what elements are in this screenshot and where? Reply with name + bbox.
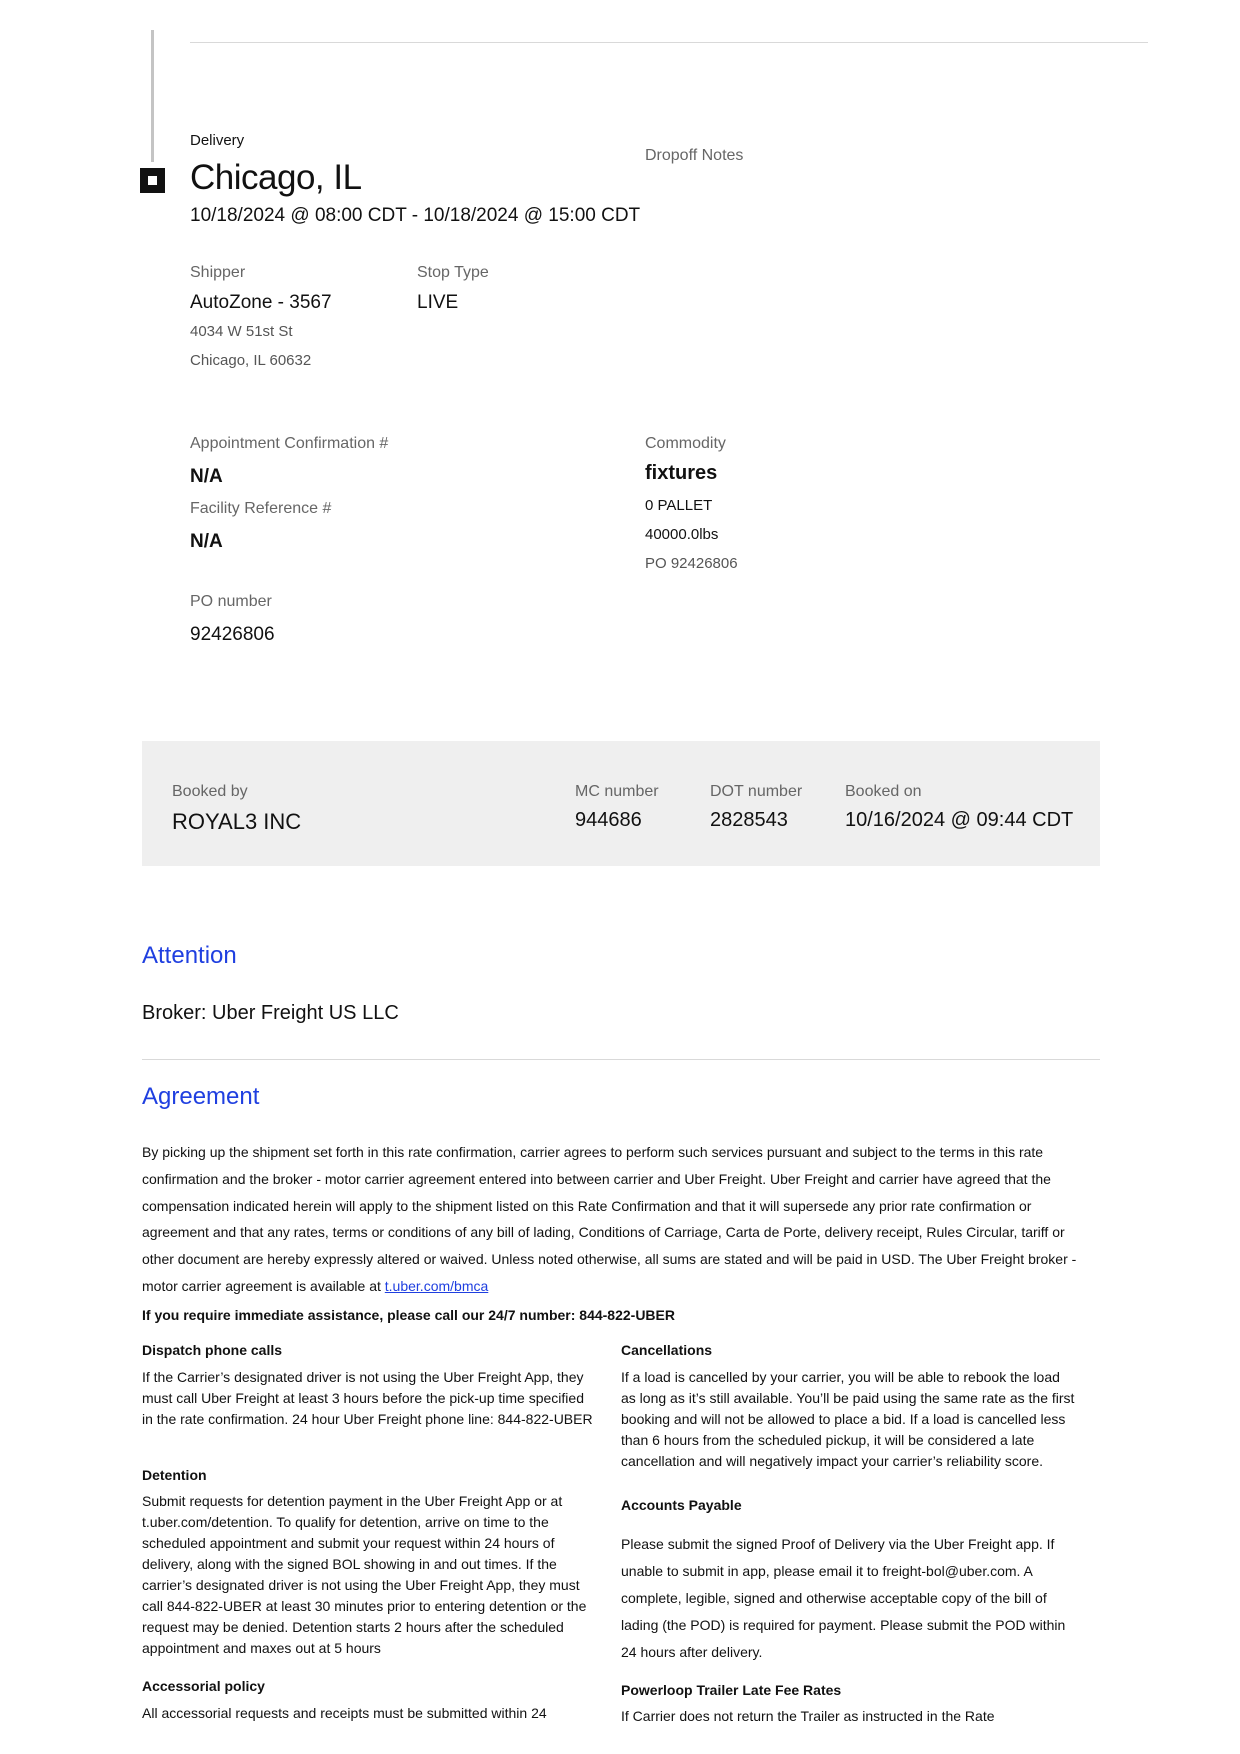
- accounts-payable-text: Please submit the signed Proof of Delivery via the Uber Freight app. If unable to submit in app, please email it to freight-bol@uber.com. A complete, legible, signed and otherwise acceptable copy of the bill of lading (the POD) is required for payment. Please submit the POD within 24 hours after delivery.: [621, 1536, 1066, 1660]
- bmca-link[interactable]: t.uber.com/bmca: [384, 1277, 489, 1294]
- appointment-value: N/A: [190, 466, 223, 487]
- commodity-label: Commodity: [645, 435, 726, 452]
- agreement-text: [142, 1139, 1092, 1300]
- shipper-label: Shipper: [190, 264, 246, 281]
- divider: [190, 42, 1148, 43]
- stop-type-heading: Delivery: [190, 132, 245, 149]
- divider: [142, 1059, 1100, 1060]
- shipper-name: AutoZone - 3567: [190, 292, 332, 313]
- mc-number-label: MC number: [575, 783, 659, 800]
- stop-type-value: LIVE: [417, 292, 459, 313]
- booked-on-value: 10/16/2024 @ 09:44 CDT: [845, 809, 1074, 831]
- agreement-heading: Agreement: [142, 1083, 260, 1110]
- dispatch-text: If the Carrier’s designated driver is not using the Uber Freight App, they must call Uber Freight at least 3 hours before the pick-up time specified in the rate confirmation. 24 hour Uber Freight phone line: 844-822-UBER: [142, 1369, 593, 1427]
- appointment-label: Appointment Confirmation #: [190, 435, 389, 452]
- booked-by-value: ROYAL3 INC: [172, 809, 302, 834]
- accessorial-text: All accessorial requests and receipts must be submitted within 24: [142, 1705, 547, 1721]
- booked-by-label: Booked by: [172, 783, 248, 800]
- booked-on-label: Booked on: [845, 783, 922, 800]
- facility-reference-value: N/A: [190, 531, 223, 552]
- powerloop-text: If Carrier does not return the Trailer as instructed in the Rate: [621, 1708, 995, 1724]
- commodity-quantity: 0 PALLET: [645, 497, 713, 514]
- accessorial-heading: Accessorial policy: [142, 1678, 265, 1694]
- booking-summary-panel: [142, 741, 1100, 866]
- po-number-label: PO number: [190, 593, 272, 610]
- dispatch-heading: Dispatch phone calls: [142, 1342, 283, 1358]
- powerloop-heading: Powerloop Trailer Late Fee Rates: [621, 1682, 842, 1698]
- agreement-body-text: By picking up the shipment set forth in this rate confirmation, carrier agrees to perform such services pursuant and subject to the terms in this rate confirmation and the broker - motor carrier agreement entered into between carrier and Uber Freight. Uber Freight and carrier have agreed that the compensation indicated herein will apply to the shipment listed on this Rate Confirmation and that it will supersede any prior rate confirmation or agreement and that any rates, terms or conditions of any bill of lading, Conditions of Carriage, Carta de Porte, delivery receipt, Rules Circular, tariff or other document are hereby expressly altered or waived. Unless noted otherwise, all sums are stated and will be paid in USD. The Uber Freight broker - motor carrier agreement is available at: [142, 1144, 1077, 1294]
- po-number-value: 92426806: [190, 624, 275, 645]
- dot-number-value: 2828543: [710, 809, 788, 831]
- commodity-weight: 40000.0lbs: [645, 526, 719, 543]
- shipper-address-line2: Chicago, IL 60632: [190, 352, 312, 369]
- stop-time-window: 10/18/2024 @ 08:00 CDT - 10/18/2024 @ 15:00 CDT: [190, 205, 641, 226]
- commodity-name: fixtures: [645, 462, 718, 484]
- stop-city: Chicago, IL: [190, 158, 362, 197]
- stop-marker-icon: [140, 168, 165, 193]
- dropoff-notes-label: Dropoff Notes: [645, 147, 744, 164]
- commodity-po: PO 92426806: [645, 555, 738, 572]
- attention-heading: Attention: [142, 942, 237, 969]
- accounts-payable-heading: Accounts Payable: [621, 1497, 742, 1513]
- facility-reference-label: Facility Reference #: [190, 500, 332, 517]
- mc-number-value: 944686: [575, 809, 642, 831]
- detention-heading: Detention: [142, 1467, 207, 1483]
- cancellations-heading: Cancellations: [621, 1342, 713, 1358]
- cancellations-text: If a load is cancelled by your carrier, you will be able to rebook the load as long as it’s still available. You’ll be paid using the same rate as the first booking and will not be allowed to place a bid. If a load is cancelled less than 6 hours from the scheduled pickup, it will be considered a late cancellation and will negatively impact your carrier’s reliability score.: [621, 1369, 1075, 1469]
- shipper-address-line1: 4034 W 51st St: [190, 323, 293, 340]
- dot-number-label: DOT number: [710, 783, 803, 800]
- assistance-line: If you require immediate assistance, please call our 24/7 number: 844-822-UBER: [142, 1307, 675, 1323]
- timeline-connector: [151, 30, 154, 162]
- detention-text: Submit requests for detention payment in the Uber Freight App or at t.uber.com/detention. To qualify for detention, arrive on time to the scheduled appointment and submit your request within 24 hours of delivery, along with the signed BOL showing in and out times. If the carrier’s designated driver is not using the Uber Freight App, they must call 844-822-UBER at least 30 minutes prior to entering detention or the request may be denied. Detention starts 2 hours after the scheduled appointment and maxes out at 5 hours: [142, 1493, 587, 1656]
- stop-type-label: Stop Type: [417, 264, 489, 281]
- broker-name: Broker: Uber Freight US LLC: [142, 1002, 399, 1024]
